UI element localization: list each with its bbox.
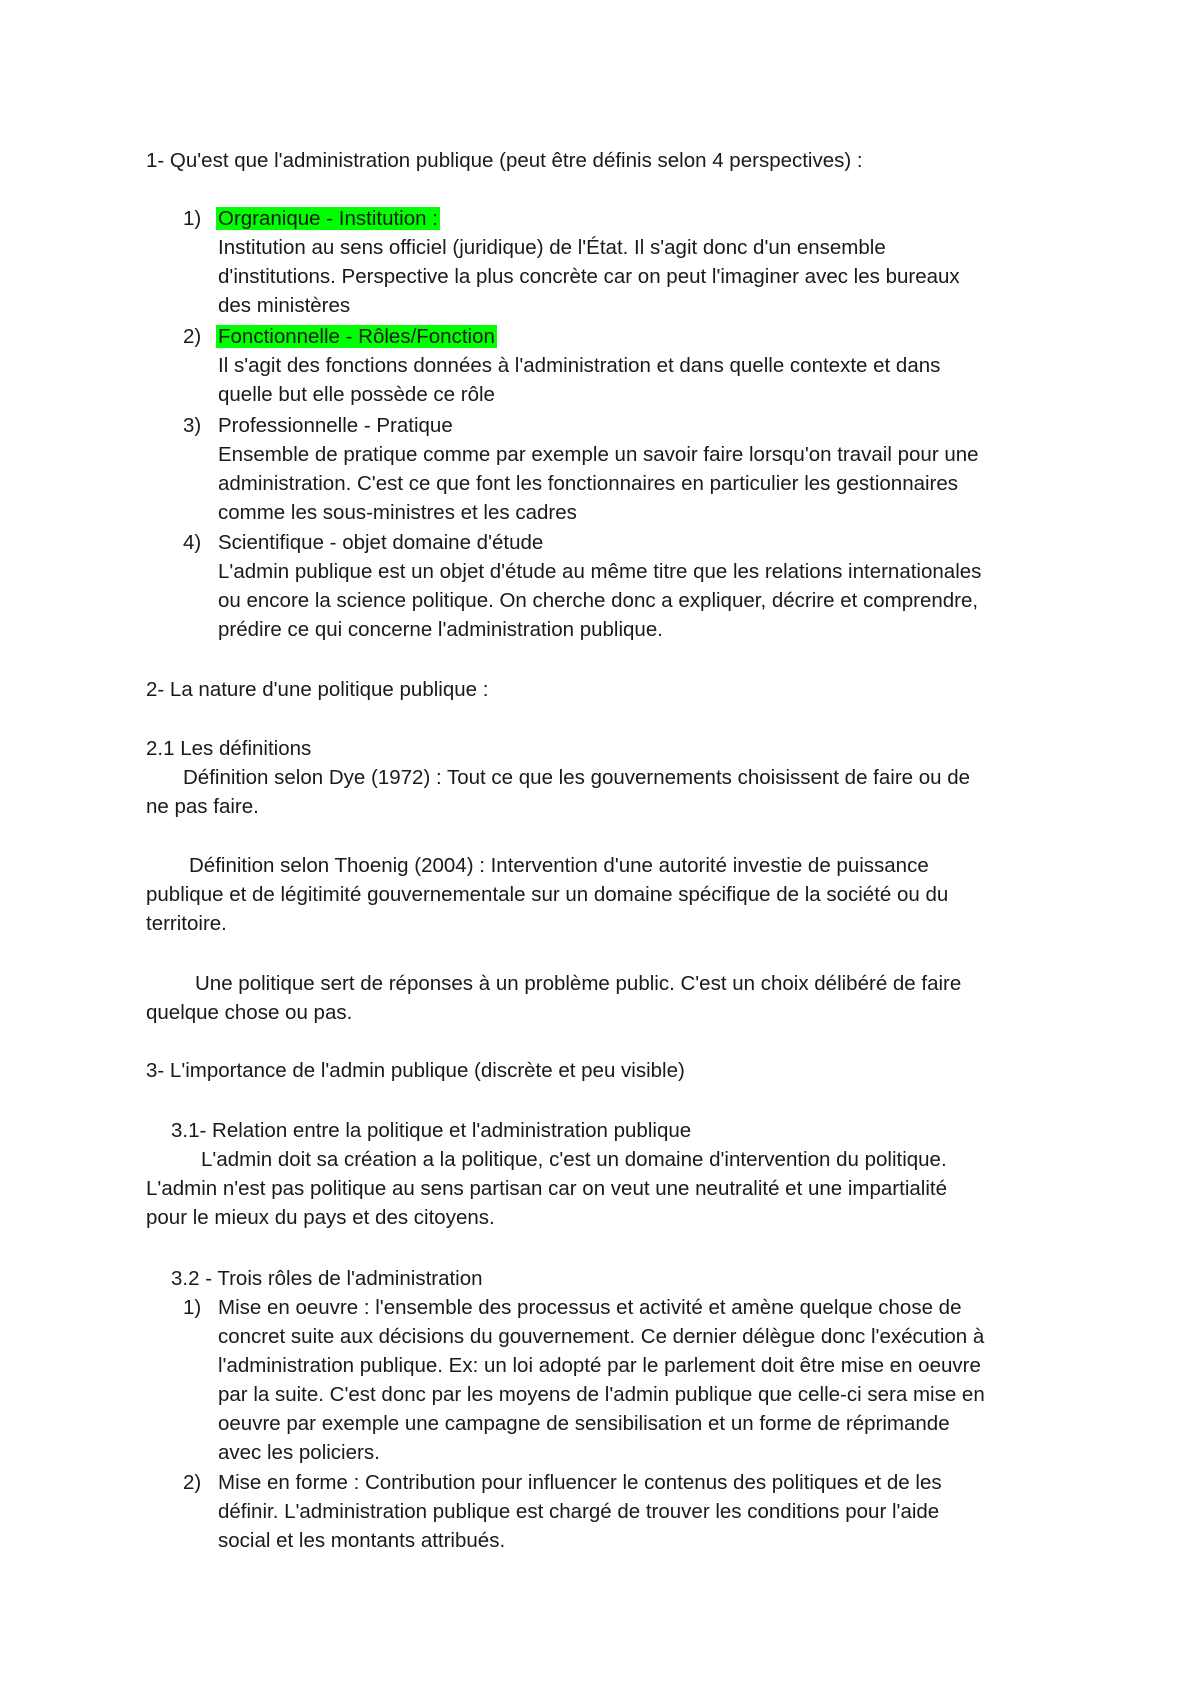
- list-item-number: 1): [183, 207, 202, 230]
- paragraph-line: publique et de légitimité gouvernementale sur un domaine spécifique de la société ou du: [146, 883, 949, 906]
- list-item-line: d'institutions. Perspective la plus concrète car on peut l'imaginer avec les bureaux: [218, 265, 960, 288]
- paragraph-line: L'admin doit sa création a la politique, c'est un domaine d'intervention du politique.: [201, 1148, 947, 1171]
- paragraph-line: L'admin n'est pas politique au sens partisan car on veut une neutralité et une impartialité: [146, 1177, 947, 1200]
- highlighted-title: Fonctionnelle - Rôles/Fonction: [218, 325, 495, 348]
- list-item-line: oeuvre par exemple une campagne de sensibilisation et un forme de réprimande: [218, 1412, 950, 1435]
- section3-1-heading: 3.1- Relation entre la politique et l'administration publique: [171, 1119, 692, 1142]
- list-item-line: administration. C'est ce que font les fonctionnaires en particulier les gestionnaires: [218, 472, 959, 495]
- list-item-line: concret suite aux décisions du gouvernement. Ce dernier délègue donc l'exécution à: [218, 1325, 985, 1348]
- section2-subheading: 2.1 Les définitions: [146, 737, 312, 760]
- paragraph-line: quelque chose ou pas.: [146, 1001, 353, 1024]
- list-item-line: avec les policiers.: [218, 1441, 380, 1464]
- list-item-line: ou encore la science politique. On cherche donc a expliquer, décrire et comprendre,: [218, 589, 979, 612]
- section2-heading: 2- La nature d'une politique publique :: [146, 678, 489, 701]
- list-item-number: 4): [183, 531, 202, 554]
- paragraph-line: Définition selon Dye (1972) : Tout ce que les gouvernements choisissent de faire ou de: [183, 766, 971, 789]
- list-item-line: définir. L'administration publique est chargé de trouver les conditions pour l'aide: [218, 1500, 940, 1523]
- list-item-line: Ensemble de pratique comme par exemple un savoir faire lorsqu'on travail pour une: [218, 443, 979, 466]
- paragraph-line: pour le mieux du pays et des citoyens.: [146, 1206, 495, 1229]
- list-item-line: par la suite. C'est donc par les moyens de l'admin publique que celle-ci sera mise en: [218, 1383, 985, 1406]
- list-item-line: social et les montants attribués.: [218, 1529, 506, 1552]
- section3-2-heading: 3.2 - Trois rôles de l'administration: [171, 1267, 483, 1290]
- paragraph-line: territoire.: [146, 912, 227, 935]
- list-item-line: Institution au sens officiel (juridique) de l'État. Il s'agit donc d'un ensemble: [218, 236, 886, 259]
- list-item-title: [216, 204, 440, 234]
- section3-heading: 3- L'importance de l'admin publique (discrète et peu visible): [146, 1059, 685, 1082]
- list-item-line: L'admin publique est un objet d'étude au même titre que les relations internationales: [218, 560, 982, 583]
- list-item-number: 2): [183, 325, 202, 348]
- paragraph-line: Une politique sert de réponses à un problème public. C'est un choix délibéré de faire: [195, 972, 962, 995]
- list-item-line: l'administration publique. Ex: un loi adopté par le parlement doit être mise en oeuvre: [218, 1354, 981, 1377]
- highlighted-title: Orgranique - Institution :: [218, 207, 438, 230]
- paragraph-line: ne pas faire.: [146, 795, 259, 818]
- list-item-number: 2): [183, 1471, 202, 1494]
- list-item-line: Mise en oeuvre : l'ensemble des processus et activité et amène quelque chose de: [218, 1296, 962, 1319]
- list-item-line: prédire ce qui concerne l'administration publique.: [218, 618, 663, 641]
- list-item-title: Scientifique - objet domaine d'étude: [218, 531, 544, 554]
- list-item-line: Mise en forme : Contribution pour influencer le contenus des politiques et de les: [218, 1471, 942, 1494]
- list-item-number: 1): [183, 1296, 202, 1319]
- list-item-number: 3): [183, 414, 202, 437]
- list-item-title: [216, 322, 497, 352]
- list-item-line: des ministères: [218, 294, 351, 317]
- list-item-line: comme les sous-ministres et les cadres: [218, 501, 577, 524]
- list-item-title: Professionnelle - Pratique: [218, 414, 453, 437]
- list-item-line: quelle but elle possède ce rôle: [218, 383, 495, 406]
- list-item-line: Il s'agit des fonctions données à l'administration et dans quelle contexte et dans: [218, 354, 941, 377]
- section1-heading: 1- Qu'est que l'administration publique (peut être définis selon 4 perspectives) :: [146, 149, 863, 172]
- paragraph-line: Définition selon Thoenig (2004) : Intervention d'une autorité investie de puissance: [189, 854, 929, 877]
